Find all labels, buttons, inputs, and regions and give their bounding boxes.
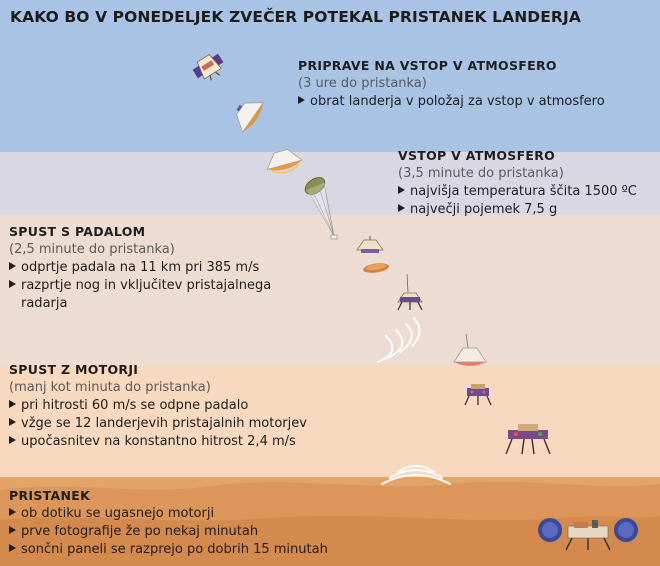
infographic-title: KAKO BO V PONEDELJEK ZVEČER POTEKAL PRISTANEK LANDERJA	[10, 8, 581, 26]
phase-atmosphere-prep	[298, 58, 605, 109]
backshell-icon	[454, 334, 486, 366]
phase-powered-descent	[9, 362, 307, 449]
phase-heading: SPUST S PADALOM	[9, 224, 146, 239]
bullet-item-continuation: radarja	[21, 296, 68, 311]
phase-heading: PRISTANEK	[9, 488, 91, 503]
bullet-item: sončni paneli se razprejo po dobrih 15 minutah	[9, 542, 328, 557]
phase-parachute-descent	[9, 224, 271, 311]
phase-heading: VSTOP V ATMOSFERO	[398, 148, 556, 163]
bullet-triangle-icon	[9, 544, 16, 552]
bullet-item: ob dotiku se ugasnejo motorji	[9, 506, 328, 521]
cruise-stage-spacecraft-icon	[191, 50, 229, 85]
bullet-item: obrat landerja v položaj za vstop v atmosfero	[298, 94, 605, 109]
bullet-triangle-icon	[398, 186, 405, 194]
bullet-triangle-icon	[9, 418, 16, 426]
lander-icon	[398, 274, 422, 310]
phase-subtitle: (2,5 minute do pristanka)	[9, 242, 175, 257]
bullet-triangle-icon	[298, 96, 305, 104]
phase-subtitle: (3,5 minute do pristanka)	[398, 166, 564, 181]
bullet-triangle-icon	[9, 508, 16, 516]
entry-capsule-icon	[264, 147, 304, 177]
ground-radar-wave-icon	[382, 466, 450, 484]
phase-atmosphere-entry	[398, 148, 637, 217]
phase-heading: SPUST Z MOTORJI	[9, 362, 139, 377]
bullet-triangle-icon	[9, 280, 16, 288]
phase-heading: PRIPRAVE NA VSTOP V ATMOSFERO	[298, 58, 557, 73]
lander-backshell-icon	[357, 236, 383, 253]
bullet-item: največji pojemek 7,5 g	[398, 202, 637, 217]
bullet-triangle-icon	[9, 262, 16, 270]
bullet-triangle-icon	[398, 204, 405, 212]
bullet-item: odprtje padala na 11 km pri 385 m/s	[9, 260, 271, 275]
bullet-triangle-icon	[9, 400, 16, 408]
powered-lander-icon	[465, 384, 491, 405]
bullet-item: vžge se 12 landerjevih pristajalnih motorjev	[9, 416, 307, 431]
bullet-item: upočasnitev na konstantno hitrost 2,4 m/s	[9, 434, 307, 449]
phase-landing	[9, 488, 328, 557]
bullet-triangle-icon	[9, 526, 16, 534]
bullet-item: pri hitrosti 60 m/s se odpne padalo	[9, 398, 307, 413]
parachute-icon	[302, 174, 337, 239]
bullet-triangle-icon	[9, 436, 16, 444]
bullet-item: prve fotografije že po nekaj minutah	[9, 524, 328, 539]
phase-subtitle: (3 ure do pristanka)	[298, 76, 427, 91]
bullet-item: razprtje nog in vključitev pristajalnega	[9, 278, 271, 293]
phase-subtitle: (manj kot minuta do pristanka)	[9, 380, 211, 395]
radar-wave-icon	[378, 318, 420, 362]
heat-shield-icon	[363, 262, 390, 275]
landing-lander-icon	[506, 424, 550, 454]
bullet-item: najvišja temperatura ščita 1500 ºC	[398, 184, 637, 199]
aeroshell-capsule-icon	[228, 92, 267, 134]
